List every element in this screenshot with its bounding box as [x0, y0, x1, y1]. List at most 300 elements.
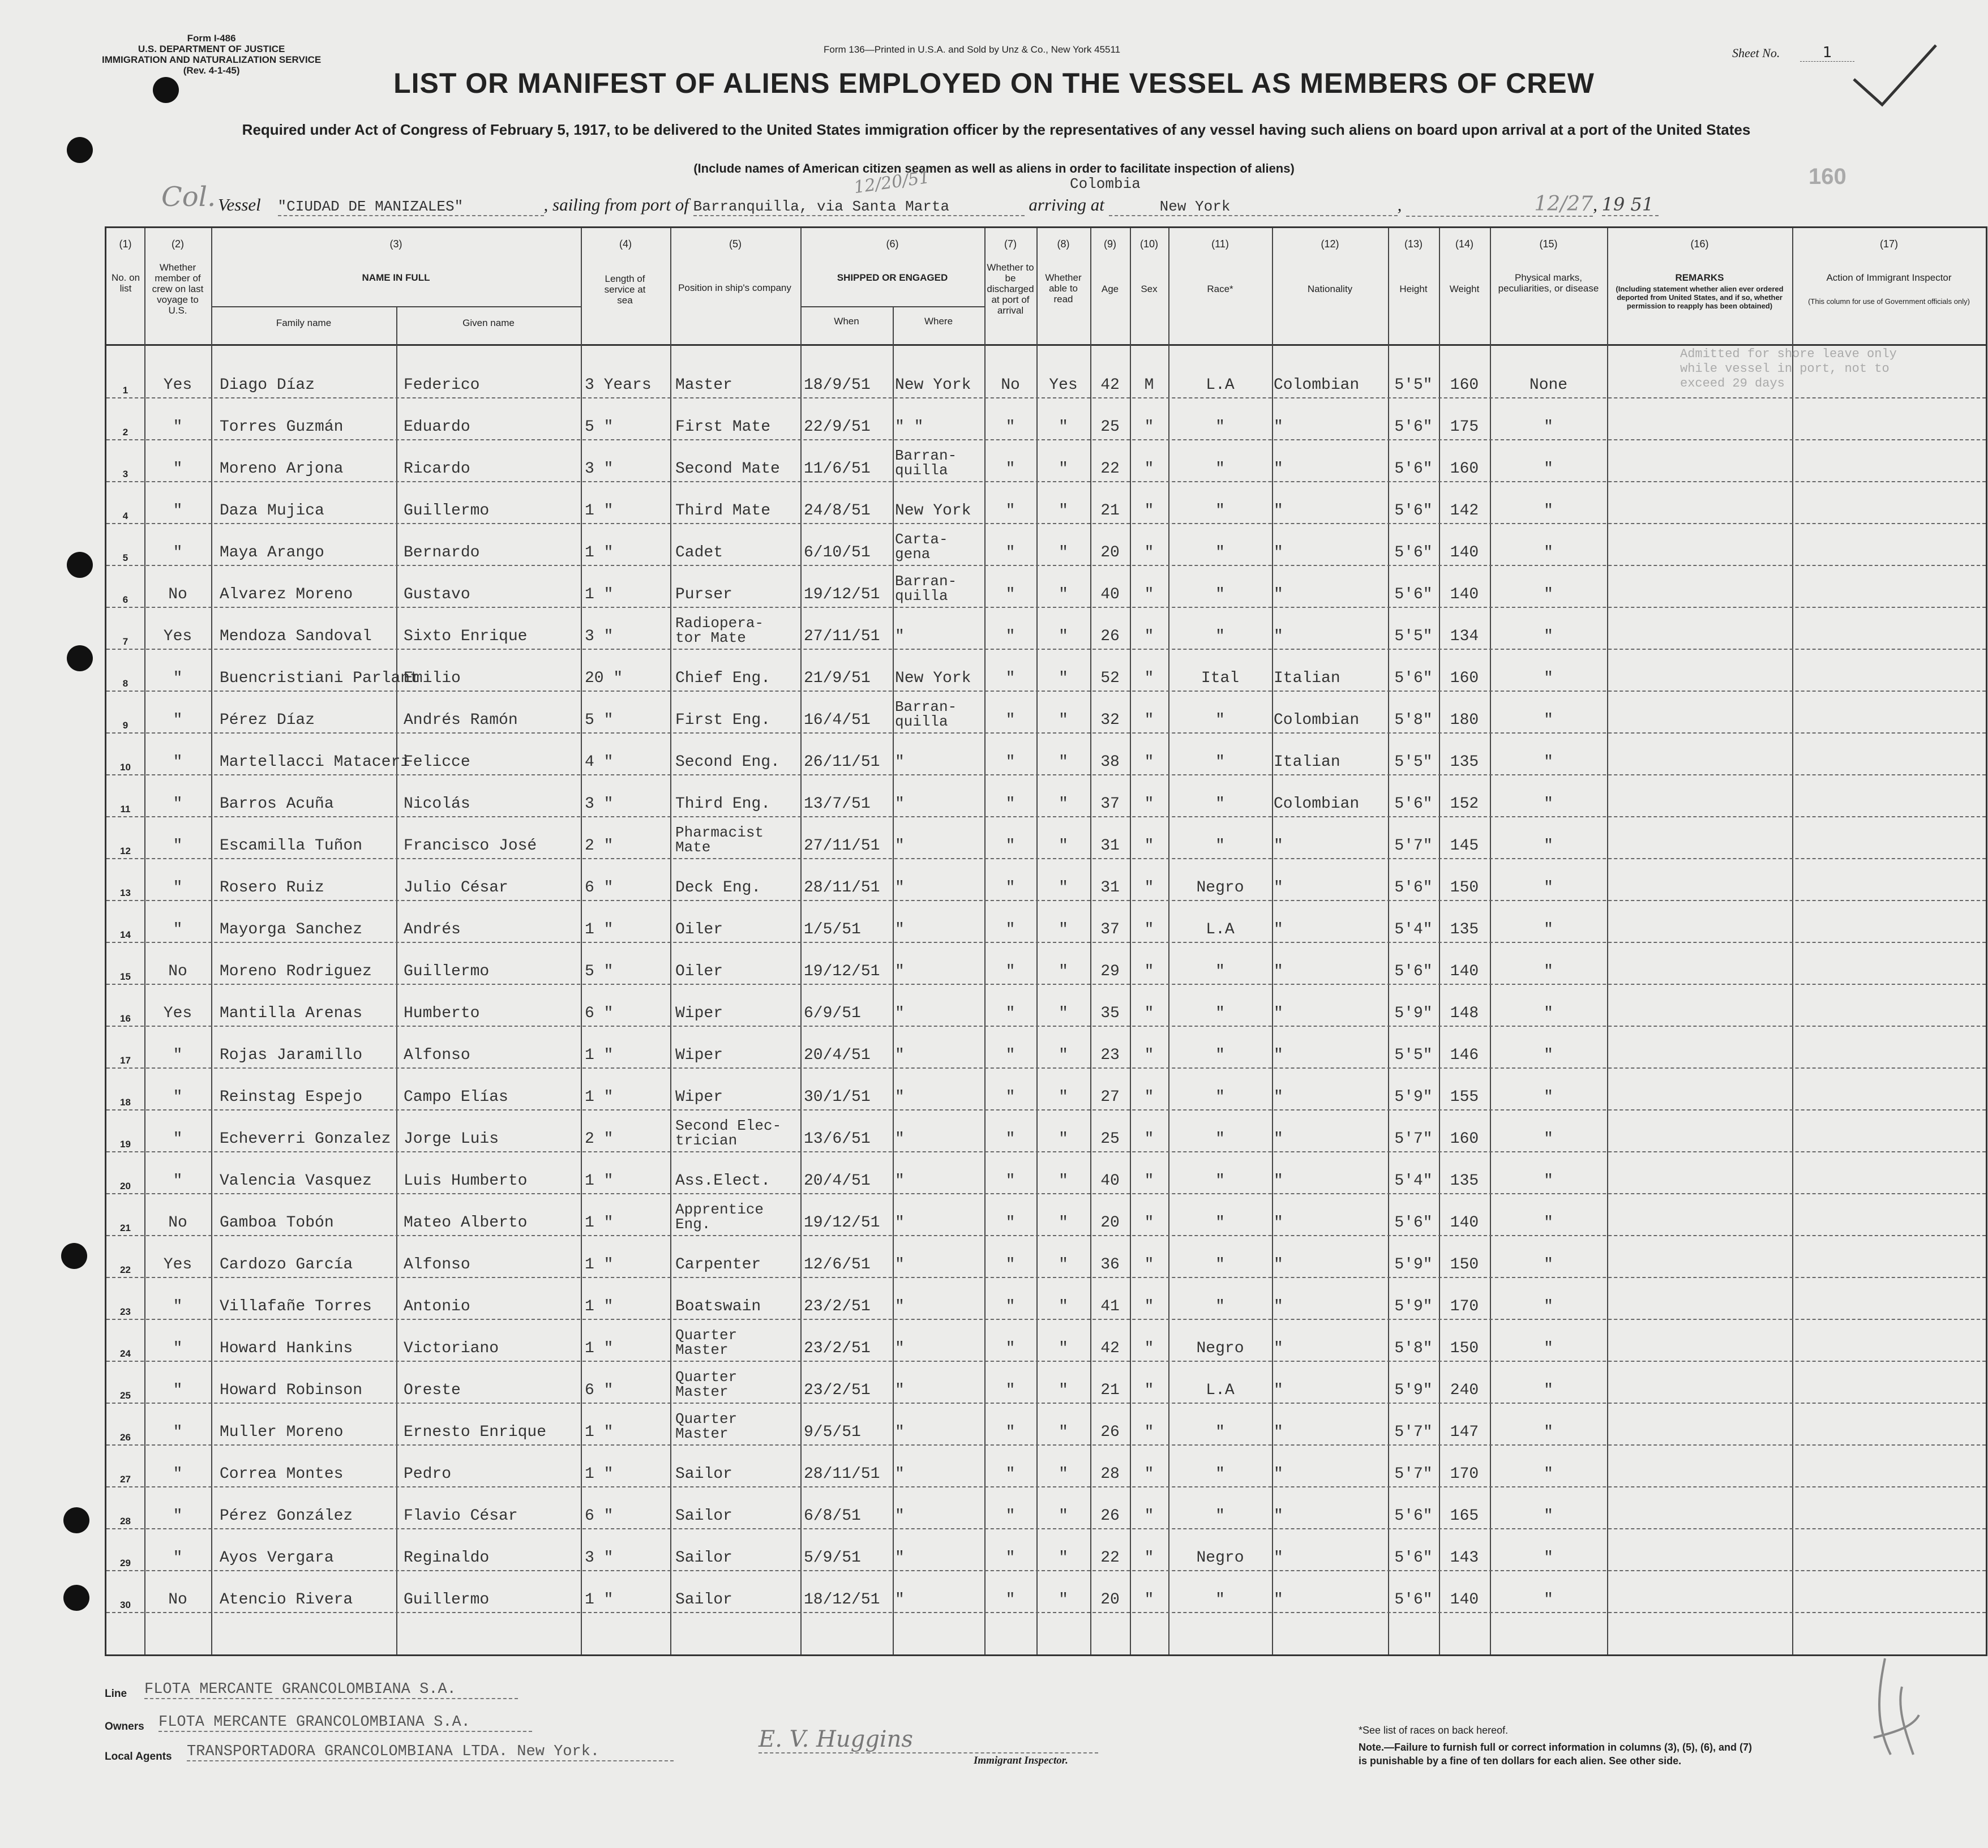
cell-age: 31: [1100, 837, 1120, 855]
cell-where: ": [895, 963, 905, 980]
cell-when: 20/4/51: [804, 1047, 871, 1064]
cell-age: 29: [1100, 963, 1120, 980]
table-row: [106, 481, 1986, 524]
col-number: (6): [886, 238, 899, 250]
cell-age: 42: [1100, 1340, 1120, 1357]
inspector-signature: E. V. Huggins: [759, 1726, 1098, 1753]
cell-disch: ": [1005, 711, 1016, 729]
cell-age: 37: [1100, 921, 1120, 938]
fine-note: Note.—Failure to furnish full or correct information in columns (3), (5), (6), and (7) is punishable by a fine of ten dollars for each alien. See other side.: [1359, 1742, 1753, 1766]
sheet-value: 1: [1800, 44, 1855, 62]
cell-read: ": [1059, 1088, 1068, 1106]
cell-weight: 145: [1450, 837, 1479, 855]
cell-marks: ": [1544, 1591, 1553, 1609]
cell-where: ": [895, 1214, 905, 1232]
remarks-stamp: Admitted for shore leave only while vessel in port, not to exceed 29 days: [1680, 347, 1897, 391]
cell-position: First Mate: [675, 418, 771, 436]
cell-race: ": [1215, 586, 1225, 603]
table-row: [106, 649, 1986, 692]
line-number: 7: [122, 636, 128, 647]
cell-nat: Italian: [1274, 753, 1340, 771]
table-row: [106, 942, 1986, 985]
line-number: 25: [120, 1390, 131, 1401]
cell-age: 42: [1100, 376, 1120, 394]
cell-marks: ": [1544, 544, 1553, 561]
line-number: 27: [120, 1474, 131, 1485]
cell-service: 1 ": [585, 1298, 614, 1315]
col-header-no: No. on list: [111, 272, 140, 294]
cell-when: 16/4/51: [804, 711, 871, 729]
cell-sex: ": [1144, 460, 1154, 478]
cell-sex: ": [1144, 544, 1154, 561]
cell-last: ": [173, 1423, 183, 1441]
cell-marks: ": [1544, 628, 1553, 645]
cell-race: ": [1215, 1423, 1225, 1441]
line-number: 22: [120, 1264, 131, 1275]
cell-last: ": [173, 879, 183, 897]
cell-marks: ": [1544, 879, 1553, 897]
cell-family: Pérez Díaz: [220, 711, 315, 729]
line-number: 3: [122, 469, 128, 479]
cell-height: 5'6": [1394, 670, 1433, 687]
cell-when: 21/9/51: [804, 670, 871, 687]
inspector-label: Immigrant Inspector.: [974, 1755, 1068, 1766]
table-row: [106, 691, 1986, 734]
line-number: 14: [120, 929, 131, 940]
cell-sex: ": [1144, 670, 1154, 687]
cell-height: 5'6": [1394, 460, 1433, 478]
cell-service: 5 ": [585, 418, 614, 436]
cell-weight: 135: [1450, 753, 1479, 771]
cell-nat: ": [1274, 544, 1283, 561]
col-header-age: Age: [1101, 284, 1119, 294]
cell-given: Antonio: [404, 1298, 470, 1315]
cell-race: Negro: [1196, 879, 1244, 897]
cell-when: 9/5/51: [804, 1423, 861, 1441]
line-number: 12: [120, 846, 131, 856]
cell-disch: ": [1005, 1214, 1016, 1232]
line-number: 21: [120, 1223, 131, 1233]
cell-when: 23/2/51: [804, 1382, 871, 1399]
cell-family: Mayorga Sanchez: [220, 921, 363, 938]
cell-nat: ": [1274, 1256, 1283, 1274]
cell-read: ": [1059, 879, 1068, 897]
cell-position: Wiper: [675, 1047, 723, 1064]
cell-where: New York: [895, 502, 971, 520]
cell-weight: 175: [1450, 418, 1479, 436]
cell-service: 6 ": [585, 1005, 614, 1022]
include-note: (Include names of American citizen seamen as well as aliens in order to facilitate inspection of aliens): [693, 161, 1295, 175]
cell-given: Mateo Alberto: [404, 1214, 528, 1232]
punch-hole: [61, 1243, 87, 1269]
cell-sex: ": [1144, 795, 1154, 813]
col-number: (3): [389, 238, 402, 250]
table-row: [106, 1361, 1986, 1404]
cell-family: Muller Moreno: [220, 1423, 344, 1441]
cell-family: Rojas Jaramillo: [220, 1047, 363, 1064]
cell-position: Wiper: [675, 1005, 723, 1022]
cell-where: ": [895, 1340, 905, 1357]
cell-family: Howard Hankins: [220, 1340, 353, 1357]
cell-given: Flavio César: [404, 1507, 518, 1525]
cell-last: ": [173, 460, 183, 478]
cell-weight: 160: [1450, 460, 1479, 478]
cell-marks: ": [1544, 1340, 1553, 1357]
cell-weight: 147: [1450, 1423, 1479, 1441]
line-number: 18: [120, 1097, 131, 1108]
cell-age: 27: [1100, 1088, 1120, 1106]
cell-height: 5'6": [1394, 1591, 1433, 1609]
cell-position: Third Mate: [675, 502, 771, 520]
cell-race: ": [1215, 1130, 1225, 1148]
cell-when: 18/12/51: [804, 1591, 880, 1609]
cell-family: Correa Montes: [220, 1465, 344, 1483]
table-row: [106, 732, 1986, 775]
col-number: (9): [1104, 238, 1116, 250]
cell-disch: ": [1005, 502, 1016, 520]
line-number: 16: [120, 1013, 131, 1024]
cell-given: Andrés Ramón: [404, 711, 518, 729]
cell-disch: ": [1005, 1465, 1016, 1483]
cell-when: 6/8/51: [804, 1507, 861, 1525]
cell-race: ": [1215, 502, 1225, 520]
vessel-line: Vessel "CIUDAD DE MANIZALES" , sailing from port of Barranquilla, via Santa Marta arriving at New York , 12/27, 19 51: [218, 192, 1659, 217]
cell-given: Julio César: [404, 879, 508, 897]
line-number: 20: [120, 1181, 131, 1191]
cell-sex: ": [1144, 753, 1154, 771]
cell-age: 21: [1100, 502, 1120, 520]
cell-given: Ricardo: [404, 460, 470, 478]
cell-age: 37: [1100, 795, 1120, 813]
cell-last: ": [173, 1047, 183, 1064]
cell-position: Sailor: [675, 1549, 732, 1567]
cell-nat: ": [1274, 1172, 1283, 1190]
cell-height: 5'8": [1394, 711, 1433, 729]
cell-service: 1 ": [585, 1047, 614, 1064]
cell-service: 5 ": [585, 711, 614, 729]
cell-age: 28: [1100, 1465, 1120, 1483]
cell-when: 1/5/51: [804, 921, 861, 938]
line-label: Line: [105, 1688, 127, 1700]
cell-age: 26: [1100, 1507, 1120, 1525]
cell-sex: ": [1144, 1507, 1154, 1525]
line-number: 29: [120, 1558, 131, 1568]
line-number: 4: [122, 511, 128, 521]
cell-race: ": [1215, 837, 1225, 855]
cell-sex: ": [1144, 1465, 1154, 1483]
cell-sex: ": [1144, 1382, 1154, 1399]
crew-table: [105, 226, 1987, 1656]
cell-where: ": [895, 1549, 905, 1567]
cell-family: Mendoza Sandoval: [220, 628, 372, 645]
cell-service: 2 ": [585, 1130, 614, 1148]
cell-service: 1 ": [585, 1591, 614, 1609]
punch-hole: [67, 552, 93, 578]
cell-when: 30/1/51: [804, 1088, 871, 1106]
cell-height: 5'6": [1394, 879, 1433, 897]
cell-last: ": [173, 418, 183, 436]
cell-weight: 135: [1450, 921, 1479, 938]
cell-sex: ": [1144, 921, 1154, 938]
cell-disch: ": [1005, 795, 1016, 813]
line-number: 8: [122, 678, 128, 689]
cell-disch: ": [1005, 460, 1016, 478]
cell-last: Yes: [163, 376, 192, 394]
cell-given: Luis Humberto: [404, 1172, 528, 1190]
cell-disch: ": [1005, 1423, 1016, 1441]
table-row: [106, 858, 1986, 901]
cell-height: 5'7": [1394, 837, 1433, 855]
cell-service: 3 ": [585, 460, 614, 478]
cell-family: Barros Acuña: [220, 795, 334, 813]
cell-family: Alvarez Moreno: [220, 586, 353, 603]
cell-nat: ": [1274, 1549, 1283, 1567]
cell-given: Pedro: [404, 1465, 452, 1483]
cell-read: ": [1059, 1591, 1068, 1609]
cell-age: 38: [1100, 753, 1120, 771]
table-row: [106, 1193, 1986, 1236]
cell-last: ": [173, 670, 183, 687]
cell-sex: ": [1144, 1172, 1154, 1190]
cell-weight: 150: [1450, 1256, 1479, 1274]
cell-where: ": [895, 1130, 905, 1148]
cell-when: 19/12/51: [804, 963, 880, 980]
cell-where: ": [895, 1256, 905, 1274]
cell-read: ": [1059, 544, 1068, 561]
cell-last: No: [168, 963, 187, 980]
cell-marks: ": [1544, 753, 1553, 771]
cell-age: 21: [1100, 1382, 1120, 1399]
cell-where: Barran- quilla: [895, 573, 957, 604]
cell-when: 24/8/51: [804, 502, 871, 520]
col-number: (10): [1139, 238, 1158, 250]
table-row: [106, 397, 1986, 440]
cell-last: ": [173, 753, 183, 771]
cell-service: 1 ": [585, 1256, 614, 1274]
cell-family: Maya Arango: [220, 544, 324, 561]
cell-weight: 160: [1450, 376, 1479, 394]
col-header-nationality: Nationality: [1307, 284, 1353, 294]
col-number: (16): [1690, 238, 1709, 250]
cell-last: ": [173, 1298, 183, 1315]
cell-read: ": [1059, 670, 1068, 687]
cell-family: Rosero Ruiz: [220, 879, 324, 897]
cell-family: Moreno Arjona: [220, 460, 344, 478]
cell-given: Oreste: [404, 1382, 461, 1399]
cell-position: Sailor: [675, 1591, 732, 1609]
cell-read: ": [1059, 1382, 1068, 1399]
cell-position: Third Eng.: [675, 795, 771, 813]
cell-when: 5/9/51: [804, 1549, 861, 1567]
cell-when: 22/9/51: [804, 418, 871, 436]
cell-given: Humberto: [404, 1005, 480, 1022]
cell-position: Chief Eng.: [675, 670, 771, 687]
col-number: (15): [1539, 238, 1558, 250]
cell-race: ": [1215, 628, 1225, 645]
cell-last: Yes: [163, 628, 192, 645]
table-row: [106, 984, 1986, 1027]
cell-family: Echeverri Gonzalez: [220, 1130, 391, 1148]
cell-disch: ": [1005, 1088, 1016, 1106]
cell-marks: ": [1544, 1172, 1553, 1190]
cell-height: 5'6": [1394, 418, 1433, 436]
race-note: *See list of races on back hereof.: [1359, 1725, 1509, 1736]
cell-when: 6/9/51: [804, 1005, 861, 1022]
cell-read: ": [1059, 795, 1068, 813]
cell-sex: ": [1144, 1005, 1154, 1022]
cell-read: ": [1059, 837, 1068, 855]
cell-sex: ": [1144, 586, 1154, 603]
cell-family: Buencristiani Parlant: [220, 670, 419, 687]
cell-disch: ": [1005, 670, 1016, 687]
cell-race: ": [1215, 1256, 1225, 1274]
cell-weight: 140: [1450, 1591, 1479, 1609]
cell-position: Quarter Master: [675, 1327, 738, 1358]
agents-label: Local Agents: [105, 1751, 172, 1763]
cell-disch: ": [1005, 586, 1016, 603]
cell-read: ": [1059, 1298, 1068, 1315]
cell-nat: ": [1274, 1047, 1283, 1064]
cell-marks: ": [1544, 1423, 1553, 1441]
cell-race: ": [1215, 795, 1225, 813]
cell-sex: ": [1144, 1047, 1154, 1064]
cell-race: ": [1215, 1214, 1225, 1232]
cell-race: ": [1215, 711, 1225, 729]
cell-when: 18/9/51: [804, 376, 871, 394]
cell-where: ": [895, 1005, 905, 1022]
cell-service: 3 ": [585, 795, 614, 813]
cell-disch: ": [1005, 1172, 1016, 1190]
cell-read: ": [1059, 921, 1068, 938]
col-header-position: Position in ship's company: [678, 282, 791, 293]
cell-age: 23: [1100, 1047, 1120, 1064]
owners-label: Owners: [105, 1721, 144, 1733]
cell-disch: ": [1005, 1382, 1016, 1399]
cell-position: Radiopera- tor Mate: [675, 615, 764, 646]
cell-position: Deck Eng.: [675, 879, 761, 897]
cell-service: 1 ": [585, 1088, 614, 1106]
page-title: LIST OR MANIFEST OF ALIENS EMPLOYED ON THE VESSEL AS MEMBERS OF CREW: [393, 67, 1595, 99]
cell-sex: ": [1144, 502, 1154, 520]
cell-service: 1 ": [585, 1423, 614, 1441]
cell-marks: ": [1544, 795, 1553, 813]
cell-age: 26: [1100, 628, 1120, 645]
cell-where: ": [895, 837, 905, 855]
cell-given: Eduardo: [404, 418, 470, 436]
cell-where: ": [895, 1591, 905, 1609]
cell-family: Gamboa Tobón: [220, 1214, 334, 1232]
cell-nat: Colombian: [1274, 376, 1360, 394]
cell-disch: ": [1005, 1340, 1016, 1357]
cell-service: 6 ": [585, 879, 614, 897]
cell-given: Francisco José: [404, 837, 537, 855]
cell-read: ": [1059, 460, 1068, 478]
cell-nat: ": [1274, 502, 1283, 520]
sailing-label: , sailing from port of: [543, 195, 689, 215]
cell-last: ": [173, 921, 183, 938]
cell-marks: ": [1544, 1047, 1553, 1064]
table-row: [106, 1277, 1986, 1320]
cell-disch: ": [1005, 879, 1016, 897]
cell-read: ": [1059, 1172, 1068, 1190]
cell-age: 32: [1100, 711, 1120, 729]
cell-last: ": [173, 837, 183, 855]
cell-race: L.A: [1206, 921, 1235, 938]
table-row: [106, 1151, 1986, 1194]
arrival-day: 12/27: [1406, 192, 1593, 217]
cell-where: ": [895, 1382, 905, 1399]
cell-nat: ": [1274, 879, 1283, 897]
cell-age: 40: [1100, 1172, 1120, 1190]
cell-where: ": [895, 1465, 905, 1483]
cell-family: Torres Guzmán: [220, 418, 344, 436]
cell-race: ": [1215, 1465, 1225, 1483]
col-header-race: Race*: [1207, 284, 1233, 294]
cell-sex: M: [1144, 376, 1154, 394]
line-number: 13: [120, 887, 131, 898]
cell-age: 26: [1100, 1423, 1120, 1441]
cell-last: Yes: [163, 1256, 192, 1274]
cell-where: ": [895, 753, 905, 771]
cell-marks: ": [1544, 1256, 1553, 1274]
cell-where: Barran- quilla: [895, 447, 957, 479]
table-row: [106, 1235, 1986, 1278]
cell-family: Diago Díaz: [220, 376, 315, 394]
cell-when: 20/4/51: [804, 1172, 871, 1190]
cell-nat: ": [1274, 628, 1283, 645]
cell-where: ": [895, 628, 905, 645]
col-number: (2): [172, 238, 184, 250]
col-header-sex: Sex: [1141, 284, 1158, 294]
table-row: [106, 1486, 1986, 1529]
cell-where: ": [895, 879, 905, 897]
cell-last: No: [168, 1214, 187, 1232]
table-row: [106, 607, 1986, 650]
cell-weight: 165: [1450, 1507, 1479, 1525]
cell-race: ": [1215, 1298, 1225, 1315]
table-row: [106, 1528, 1986, 1571]
cell-last: Yes: [163, 1005, 192, 1022]
cell-marks: ": [1544, 1465, 1553, 1483]
cell-disch: ": [1005, 628, 1016, 645]
cell-family: Villafañe Torres: [220, 1298, 372, 1315]
col-header-discharge: Whether to be discharged at port of arrival: [987, 262, 1034, 316]
cell-position: Second Eng.: [675, 753, 780, 771]
cell-position: Oiler: [675, 921, 723, 938]
table-row: [106, 1444, 1986, 1487]
cell-disch: ": [1005, 1005, 1016, 1022]
cell-height: 5'5": [1394, 628, 1433, 645]
cell-disch: ": [1005, 1256, 1016, 1274]
cell-given: Guillermo: [404, 1591, 490, 1609]
form-identifier: Form I-486 U.S. DEPARTMENT OF JUSTICE IMMIGRATION AND NATURALIZATION SERVICE (Rev. 4-1-45): [102, 33, 322, 76]
cell-weight: 152: [1450, 795, 1479, 813]
cell-where: ": [895, 1507, 905, 1525]
cell-weight: 170: [1450, 1465, 1479, 1483]
cell-service: 1 ": [585, 1214, 614, 1232]
cell-nat: Colombian: [1274, 711, 1360, 729]
cell-given: Reginaldo: [404, 1549, 490, 1567]
cell-marks: ": [1544, 963, 1553, 980]
cell-disch: ": [1005, 418, 1016, 436]
cell-nat: ": [1274, 1340, 1283, 1357]
cell-sex: ": [1144, 1591, 1154, 1609]
cell-service: 3 ": [585, 1549, 614, 1567]
cell-last: ": [173, 1340, 183, 1357]
cell-nat: ": [1274, 1423, 1283, 1441]
cell-position: Master: [675, 376, 732, 394]
cell-sex: ": [1144, 1423, 1154, 1441]
